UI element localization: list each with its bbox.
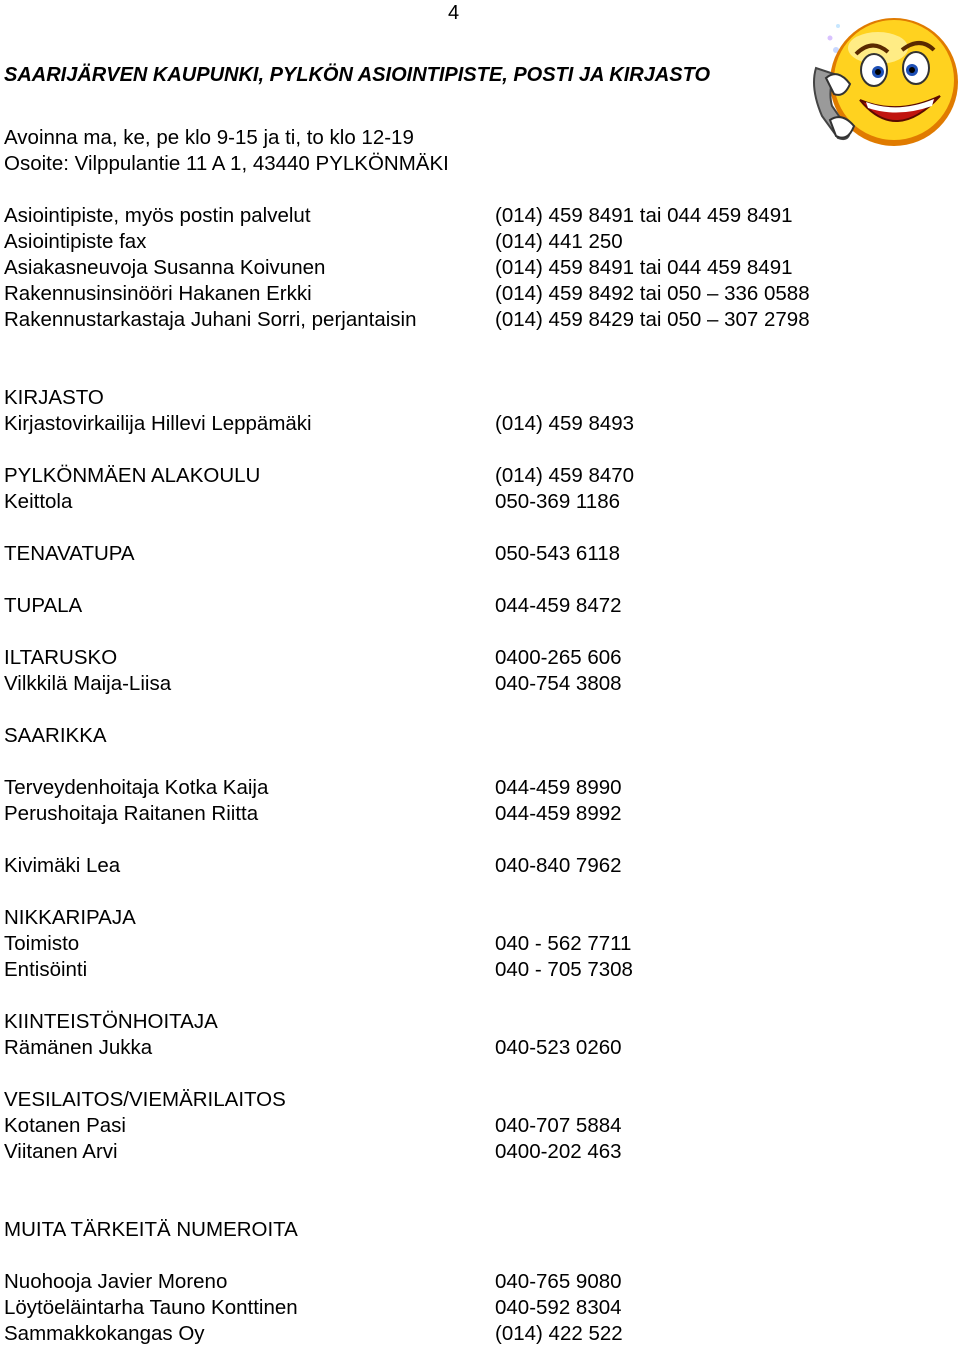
contact-label: Kotanen Pasi bbox=[4, 1114, 126, 1137]
contact-phone: 040 - 705 7308 bbox=[495, 958, 633, 981]
contact-label: Rakennusinsinööri Hakanen Erkki bbox=[4, 282, 312, 305]
contact-label: NIKKARIPAJA bbox=[4, 906, 136, 929]
contact-phone: 040-754 3808 bbox=[495, 672, 622, 695]
contact-label: KIINTEISTÖNHOITAJA bbox=[4, 1010, 218, 1033]
contact-phone: 040 - 562 7711 bbox=[495, 932, 632, 955]
contact-label: TUPALA bbox=[4, 594, 83, 617]
contact-label: Toimisto bbox=[4, 932, 80, 955]
contact-label: Keittola bbox=[4, 490, 73, 513]
contact-label: ILTARUSKO bbox=[4, 646, 118, 669]
contact-label: Kirjastovirkailija Hillevi Leppämäki bbox=[4, 412, 312, 435]
contact-phone: (014) 422 522 bbox=[495, 1322, 623, 1345]
address: Osoite: Vilppulantie 11 A 1, 43440 PYLKÖNMÄKI bbox=[4, 152, 449, 175]
contact-phone: 050-543 6118 bbox=[495, 542, 621, 565]
contact-phone: (014) 459 8491 tai 044 459 8491 bbox=[495, 204, 793, 227]
contact-label: VESILAITOS/VIEMÄRILAITOS bbox=[4, 1088, 286, 1111]
contact-label: TENAVATUPA bbox=[4, 542, 135, 565]
contact-phone: 040-523 0260 bbox=[495, 1036, 622, 1059]
contact-label: SAARIKKA bbox=[4, 724, 107, 747]
contact-phone: (014) 459 8429 tai 050 – 307 2798 bbox=[495, 308, 810, 331]
contact-phone: (014) 441 250 bbox=[495, 230, 623, 253]
contact-label: MUITA TÄRKEITÄ NUMEROITA bbox=[4, 1218, 298, 1241]
contact-phone: 0400-202 463 bbox=[495, 1140, 622, 1163]
contact-label: Löytöeläintarha Tauno Konttinen bbox=[4, 1296, 298, 1319]
contact-label: Vilkkilä Maija-Liisa bbox=[4, 672, 172, 695]
opening-hours: Avoinna ma, ke, pe klo 9-15 ja ti, to klo 12-19 bbox=[4, 126, 414, 149]
contact-phone: 044-459 8992 bbox=[495, 802, 622, 825]
contact-phone: 050-369 1186 bbox=[495, 490, 621, 513]
contact-phone: (014) 459 8470 bbox=[495, 464, 635, 487]
contact-label: Rämänen Jukka bbox=[4, 1036, 153, 1059]
smiley-phone-icon bbox=[808, 8, 960, 158]
contact-label: Sammakkokangas Oy bbox=[4, 1322, 205, 1345]
contact-phone: 040-592 8304 bbox=[495, 1296, 622, 1319]
contact-phone: (014) 459 8492 tai 050 – 336 0588 bbox=[495, 282, 810, 305]
contact-phone: 0400-265 606 bbox=[495, 646, 622, 669]
contact-label: Viitanen Arvi bbox=[4, 1140, 118, 1163]
contact-label: PYLKÖNMÄEN ALAKOULU bbox=[4, 464, 261, 487]
contact-phone: 040-840 7962 bbox=[495, 854, 622, 877]
contact-label: Asiointipiste, myös postin palvelut bbox=[4, 204, 311, 227]
contact-label: Perushoitaja Raitanen Riitta bbox=[4, 802, 259, 825]
contact-phone: 044-459 8990 bbox=[495, 776, 622, 799]
contact-label: Rakennustarkastaja Juhani Sorri, perjantaisin bbox=[4, 308, 417, 331]
document-title: SAARIJÄRVEN KAUPUNKI, PYLKÖN ASIOINTIPISTE, POSTI JA KIRJASTO bbox=[4, 64, 711, 86]
contact-label: Kivimäki Lea bbox=[4, 854, 121, 877]
contact-phone: (014) 459 8493 bbox=[495, 412, 635, 435]
contact-label: Nuohooja Javier Moreno bbox=[4, 1270, 228, 1293]
contact-label: Entisöinti bbox=[4, 958, 88, 981]
contact-phone: 044-459 8472 bbox=[495, 594, 622, 617]
page-number: 4 bbox=[448, 2, 460, 24]
contact-label: Terveydenhoitaja Kotka Kaija bbox=[4, 776, 269, 799]
contact-phone: (014) 459 8491 tai 044 459 8491 bbox=[495, 256, 793, 279]
contact-phone: 040-765 9080 bbox=[495, 1270, 622, 1293]
contact-label: KIRJASTO bbox=[4, 386, 104, 409]
contact-label: Asiakasneuvoja Susanna Koivunen bbox=[4, 256, 326, 279]
contact-label: Asiointipiste fax bbox=[4, 230, 147, 253]
contact-phone: 040-707 5884 bbox=[495, 1114, 622, 1137]
